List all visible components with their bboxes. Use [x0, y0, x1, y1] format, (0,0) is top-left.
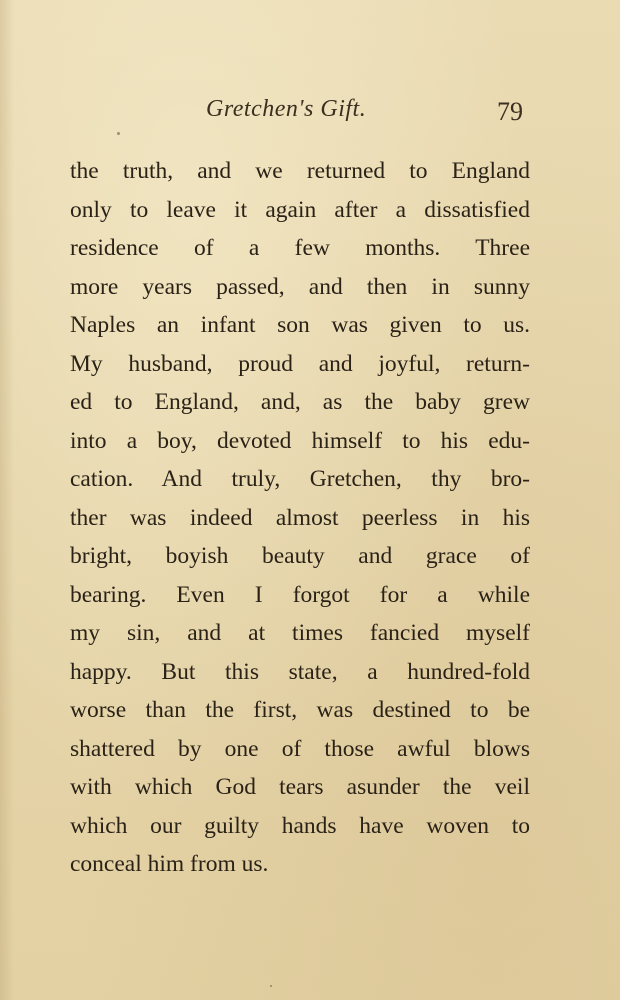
text-line: happy. But this state, a hundred-fold — [70, 658, 530, 685]
page-number: 79 — [497, 97, 523, 126]
text-line: worse than the first, was destined to be — [70, 697, 530, 723]
text-line: bright, boyish beauty and grace of — [70, 543, 530, 569]
text-line: conceal him from us. — [70, 851, 269, 877]
text-line: with which God tears asunder the veil — [70, 774, 530, 800]
text-line: residence of a few months. Three — [70, 235, 530, 261]
text-line: cation. And truly, Gretchen, thy bro- — [70, 466, 530, 492]
text-line: the truth, and we returned to England — [70, 158, 530, 184]
text-line: My husband, proud and joyful, return- — [70, 350, 530, 377]
text-line: more years passed, and then in sunny — [70, 273, 530, 300]
paper-speck — [117, 132, 120, 135]
body-text — [70, 152, 530, 884]
text-line: Naples an infant son was given to us. — [70, 312, 530, 338]
text-line: bearing. Even I forgot for a while — [70, 581, 530, 608]
text-line: into a boy, devoted himself to his edu- — [70, 427, 530, 454]
running-head-title: Gretchen's Gift. — [206, 96, 367, 122]
text-line: ed to England, and, as the baby grew — [70, 389, 530, 415]
text-line: ther was indeed almost peerless in his — [70, 504, 530, 531]
text-line: only to leave it again after a dissatisfied — [70, 196, 530, 223]
text-line: my sin, and at times fancied myself — [70, 620, 530, 646]
paper-speck — [270, 985, 272, 987]
text-line: which our guilty hands have woven to — [70, 812, 530, 839]
text-line: shattered by one of those awful blows — [70, 735, 530, 762]
